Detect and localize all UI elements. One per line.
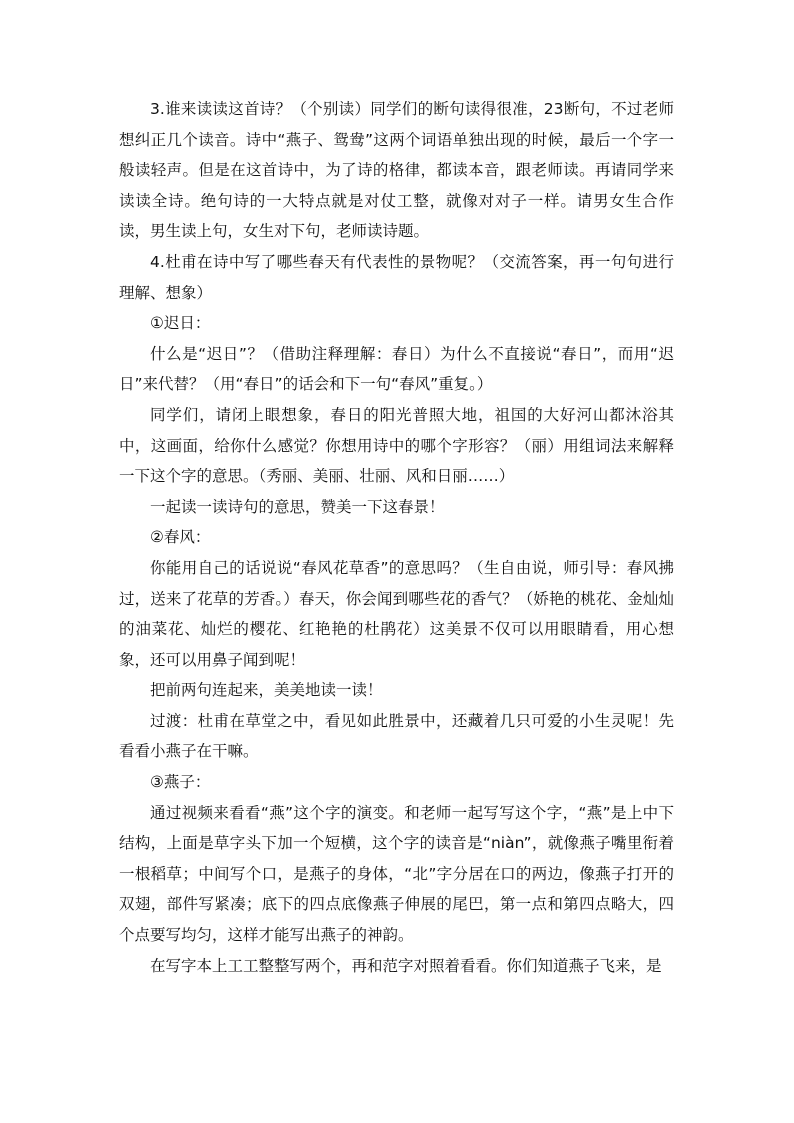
paragraph-imagine-sunlight: 同学们，请闭上眼想象，春日的阳光普照大地，祖国的大好河山都沐浴其中，这画面，给你什么感觉？你想用诗中的哪个字形容？（丽）用组词法来解释一下这个字的意思。（秀丽、美丽、壮丽、风和日丽……） <box>119 405 674 486</box>
subheading-chi-ri: ①迟日： <box>150 314 211 333</box>
paragraph-writing-practice: 在写字本上工工整整写两个，再和范字对照着看看。你们知道燕子飞来，是 <box>150 956 662 975</box>
subheading-chun-feng: ②春风： <box>150 528 211 547</box>
paragraph-spring-scenery-question: 4.杜甫在诗中写了哪些春天有代表性的景物呢？（交流答案，再一句句进行理解、想象） <box>119 252 674 302</box>
subheading-yan-zi: ③燕子： <box>150 773 211 792</box>
paragraph-read-first-two-lines: 把前两句连起来，美美地读一读！ <box>150 681 383 700</box>
paragraph-read-together: 一起读一读诗句的意思，赞美一下这春景！ <box>150 497 445 516</box>
document-body <box>119 94 674 981</box>
paragraph-transition: 过渡：杜甫在草堂之中，看见如此胜景中，还藏着几只可爱的小生灵呢！先看看小燕子在干嘛。 <box>119 711 674 761</box>
paragraph-chun-feng-meaning: 你能用自己的话说说“春风花草香”的意思吗？（生自由说，师引导：春风拂过，送来了花草的芳香。）春天，你会闻到哪些花的香气？（娇艳的桃花、金灿灿的油菜花、灿烂的樱花、红艳艳的杜鹃花）这美景不仅可以用眼睛看，用心想象，还可以用鼻子闻到呢！ <box>119 558 674 669</box>
paragraph-reading-poem: 3.谁来读读这首诗？（个别读）同学们的断句读得很准，23断句，不过老师想纠正几个读音。诗中“燕子、鸳鸯”这两个词语单独出现的时候，最后一个字一般读轻声。但是在这首诗中，为了诗的格律，都读本音，跟老师读。再请同学来读读全诗。绝句诗的一大特点就是对仗工整，就像对对子一样。请男女生合作读，男生读上句，女生对下句，老师读诗题。 <box>119 100 674 241</box>
paragraph-chi-ri-meaning: 什么是“迟日”？（借助注释理解：春日）为什么不直接说“春日”，而用“迟日”来代替？（用“春日”的话会和下一句“春风”重复。） <box>119 344 674 394</box>
paragraph-yan-character: 通过视频来看看“燕”这个字的演变。和老师一起写写这个字，“燕”是上中下结构，上面是草字头下加一个短横，这个字的读音是“niàn”，就像燕子嘴里衔着一根稻草；中间写个口，是燕子的身体，“北”字分居在口的两边，像燕子打开的双翅，部件写紧凑；底下的四点底像燕子伸展的尾巴，第一点和第四点略大，四个点要写均匀，这样才能写出燕子的神韵。 <box>119 803 674 945</box>
